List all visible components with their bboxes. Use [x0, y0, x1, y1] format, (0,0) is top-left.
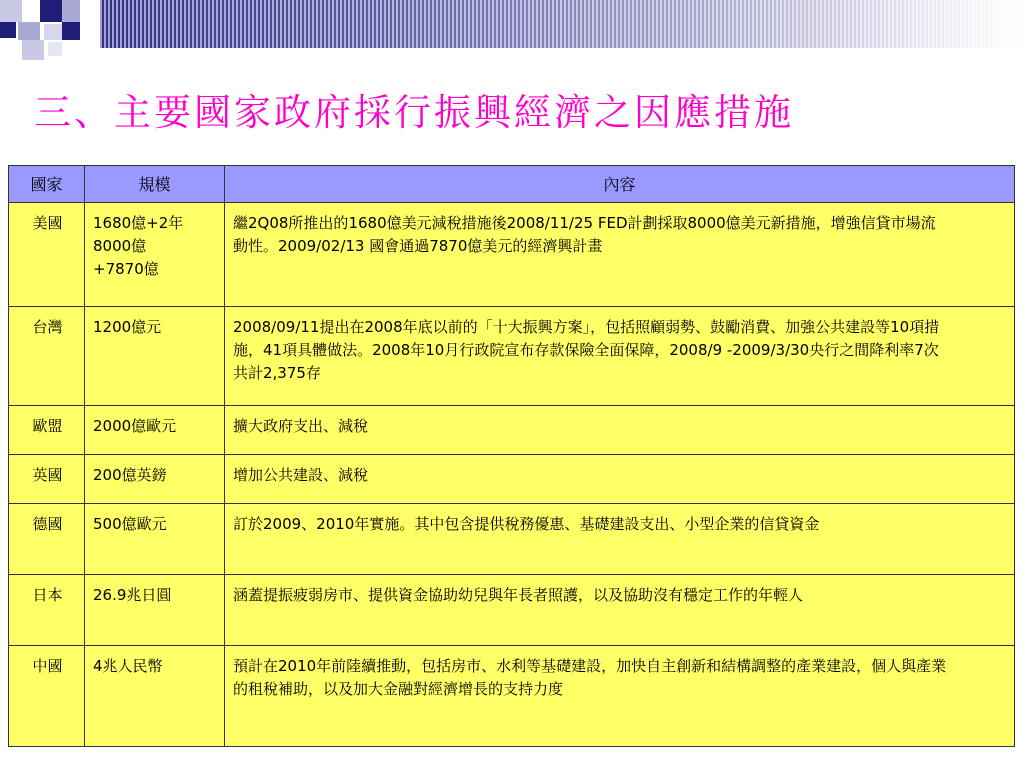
country-cell: 台灣 [9, 307, 85, 406]
header-gradient-bar [100, 0, 1024, 48]
deco-square-8 [62, 22, 80, 40]
deco-square-9 [22, 40, 44, 60]
table-row [9, 307, 1015, 406]
content-cell [225, 575, 1015, 646]
deco-square-1 [0, 0, 22, 22]
table-row [9, 646, 1015, 747]
scale-cell [85, 455, 225, 504]
content-cell [225, 646, 1015, 747]
deco-square-5 [0, 22, 16, 38]
scale-line: +7870億 [93, 260, 159, 278]
scale-cell [85, 406, 225, 455]
slide-title: 三、主要國家政府採行振興經濟之因應措施 [34, 91, 794, 134]
scale-line: 2000億歐元 [93, 417, 177, 435]
scale-line: 8000億 [93, 237, 147, 255]
table-row [9, 575, 1015, 646]
table-header-row [9, 166, 1015, 203]
deco-square-7 [44, 24, 62, 40]
content-cell [225, 406, 1015, 455]
deco-square-6 [18, 22, 40, 40]
scale-cell [85, 203, 225, 307]
scale-cell [85, 575, 225, 646]
header-country: 國家 [9, 166, 85, 203]
country-cell: 美國 [9, 203, 85, 307]
country-cell: 德國 [9, 504, 85, 575]
scale-line: 4兆人民幣 [93, 657, 163, 675]
scale-cell [85, 504, 225, 575]
country-cell: 英國 [9, 455, 85, 504]
scale-line: 200億英鎊 [93, 466, 167, 484]
country-cell: 日本 [9, 575, 85, 646]
table-row [9, 504, 1015, 575]
content-text: 涵蓋提振疲弱房市、提供資金協助幼兒與年長者照護，以及協助沒有穩定工作的年輕人 [233, 586, 804, 604]
country-cell: 歐盟 [9, 406, 85, 455]
header-content: 內容 [225, 166, 1015, 203]
content-text: 預計在2010年前陸續推動，包括房市、水利等基礎建設，加快自主創新和結構調整的產業建設，個人與產業的租稅補助，以及加大金融對經濟增長的支持力度 [233, 657, 947, 698]
content-cell [225, 455, 1015, 504]
scale-line: 1200億元 [93, 318, 162, 336]
deco-square-4 [62, 0, 80, 22]
scale-cell [85, 646, 225, 747]
deco-square-3 [40, 0, 62, 22]
country-cell: 中國 [9, 646, 85, 747]
header-scale: 規模 [85, 166, 225, 203]
content-text: 訂於2009、2010年實施。其中包含提供稅務優惠、基礎建設支出、小型企業的信貸資金 [233, 515, 820, 533]
scale-cell [85, 307, 225, 406]
table-row [9, 455, 1015, 504]
table-row [9, 203, 1015, 307]
content-cell [225, 307, 1015, 406]
content-cell [225, 203, 1015, 307]
content-text: 擴大政府支出、減稅 [233, 417, 369, 435]
content-text: 增加公共建設、減稅 [233, 466, 369, 484]
scale-line: 500億歐元 [93, 515, 167, 533]
content-text: 繼2Q08所推出的1680億美元減稅措施後2008/11/25 FED計劃採取8000億美元新措施，增強信貸市場流動性。2009/02/13 國會通過7870億美元的經濟興計畫 [233, 214, 936, 255]
table-row [9, 406, 1015, 455]
measures-table [8, 165, 1015, 747]
scale-line: 26.9兆日圓 [93, 586, 172, 604]
deco-square-10 [48, 42, 62, 56]
deco-square-2 [22, 0, 40, 22]
content-cell [225, 504, 1015, 575]
content-text: 2008/09/11提出在2008年底以前的「十大振興方案」，包括照顧弱勢、鼓勵消費、加強公共建設等10項措施，41項具體做法。2008年10月行政院宣布存款保險全面保障，2008/9 -2009/3/30央行之間降利率7次共計2,375存 [233, 318, 940, 382]
scale-line: 1680億+2年 [93, 214, 184, 232]
